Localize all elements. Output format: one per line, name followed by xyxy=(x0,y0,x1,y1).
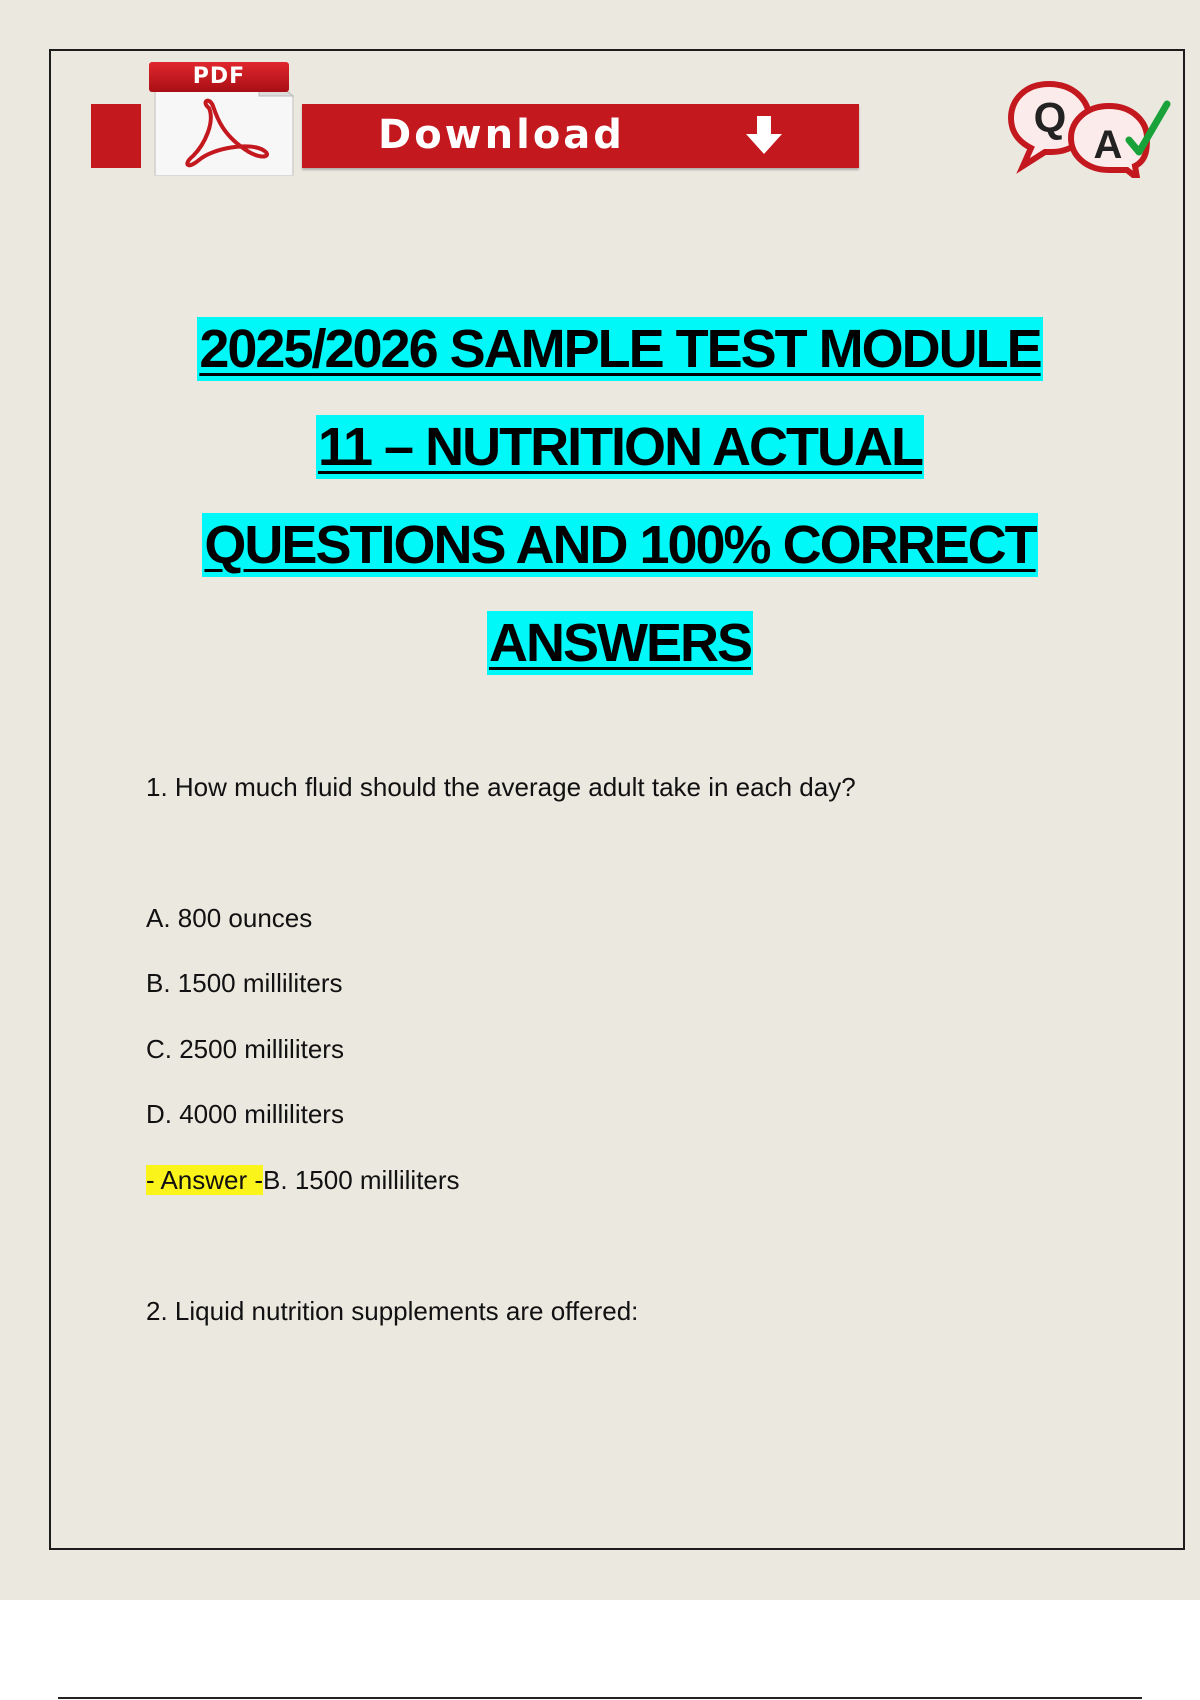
svg-text:A: A xyxy=(1093,123,1123,167)
question-2-text: 2. Liquid nutrition supplements are offered: xyxy=(146,1296,639,1326)
question-1-option-c: C. 2500 milliliters xyxy=(146,1034,344,1064)
qa-chat-bubbles-icon xyxy=(1005,78,1171,178)
title-line: ANSWERS xyxy=(488,613,751,673)
title-line: 11 – NUTRITION ACTUAL xyxy=(317,417,923,477)
document-title xyxy=(110,300,1130,692)
pdf-document-icon xyxy=(143,60,303,176)
page-divider xyxy=(58,1697,1142,1699)
question-1-text: 1. How much fluid should the average adult take in each day? xyxy=(146,772,856,802)
answer-value: B. 1500 milliliters xyxy=(263,1165,460,1195)
title-line: 2025/2026 SAMPLE TEST MODULE xyxy=(199,319,1041,379)
question-1-option-a: A. 800 ounces xyxy=(146,903,313,933)
svg-text:Q: Q xyxy=(1033,94,1067,141)
pdf-badge: PDF xyxy=(149,62,289,92)
download-button[interactable] xyxy=(302,104,859,168)
question-1-option-d: D. 4000 milliliters xyxy=(146,1099,344,1129)
question-1-answer xyxy=(146,1165,460,1196)
question-1-option-b: B. 1500 milliliters xyxy=(146,968,343,998)
download-arrow-icon xyxy=(742,114,786,158)
title-line: QUESTIONS AND 100% CORRECT xyxy=(204,515,1036,575)
banner-red-block xyxy=(91,104,141,168)
download-label: Download xyxy=(378,112,625,158)
download-banner[interactable] xyxy=(91,60,859,180)
answer-label: - Answer - xyxy=(146,1165,264,1195)
